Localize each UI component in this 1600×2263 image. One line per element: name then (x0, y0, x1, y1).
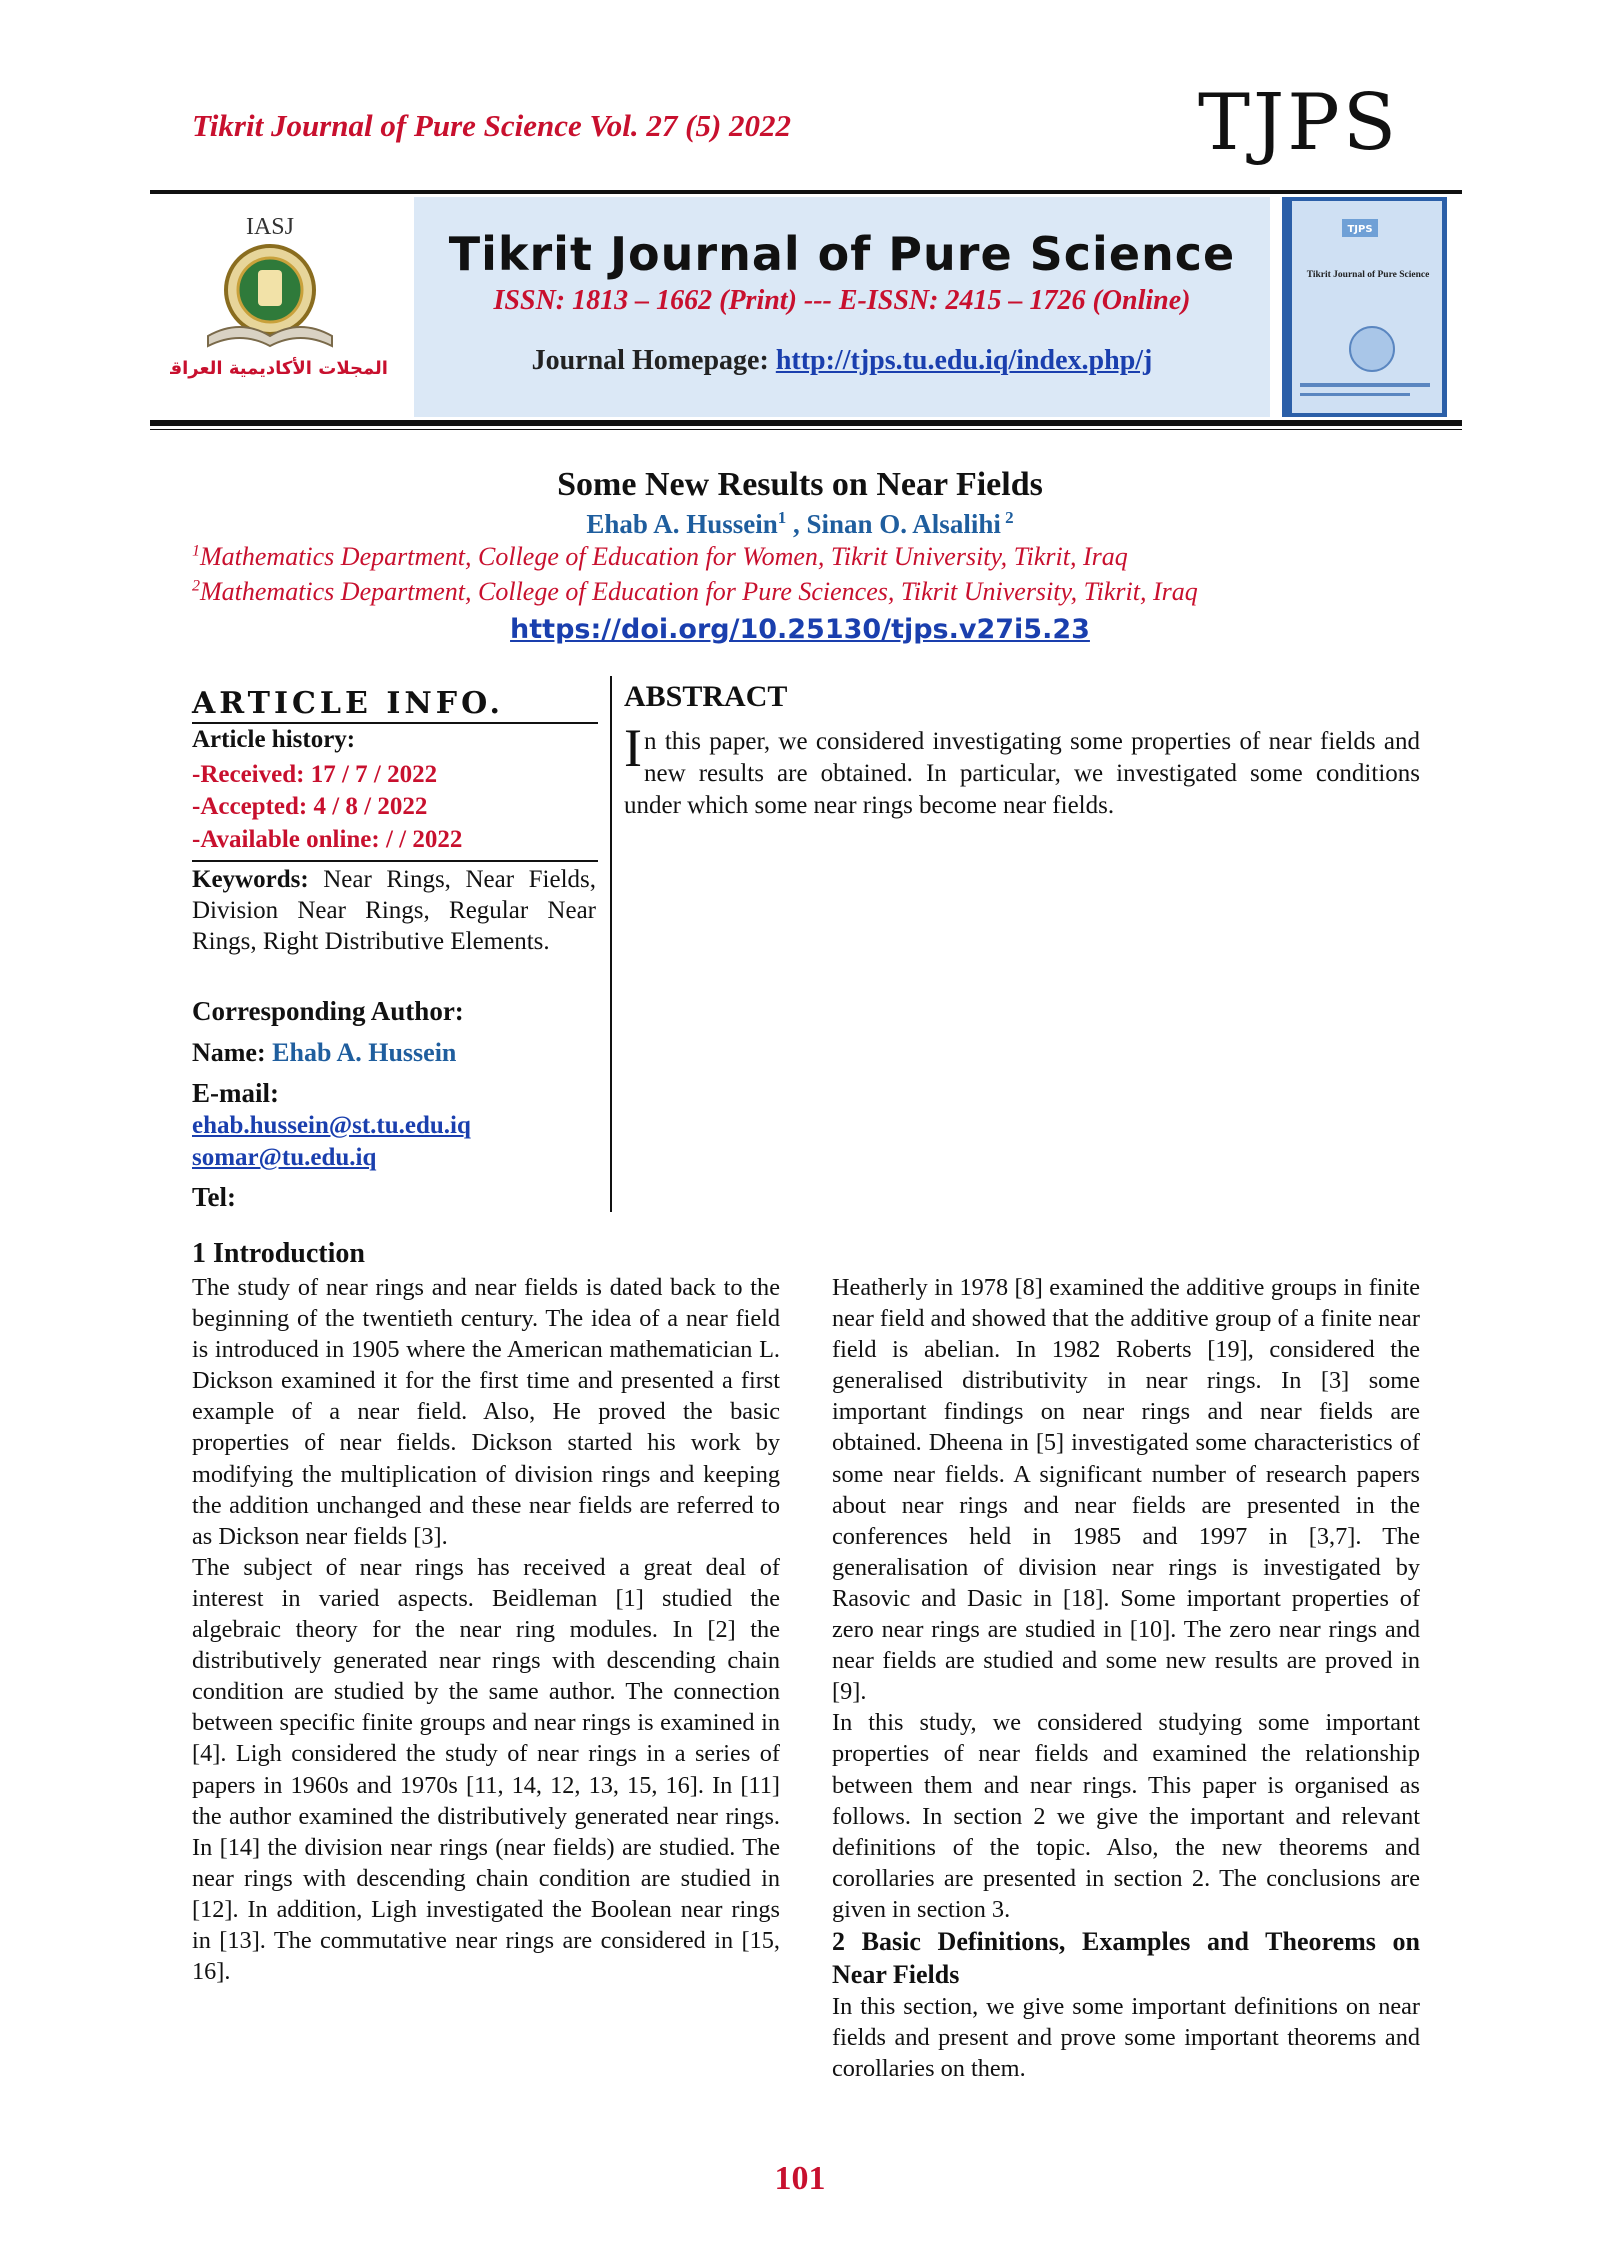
author-1-affil-mark: 1 (777, 508, 787, 527)
article-info-rule-top (192, 722, 598, 724)
email-link-2 (192, 1144, 376, 1172)
intro-paragraph-3: Heatherly in 1978 [8] examined the additive groups in finite near field and showed that the additive group of a finite near field is abelian. In 1982 Roberts [19], considered the generalised distributivity in near rings. In [3] some important findings on near rings and near fields are obtained. Dheena in [5] investigated some characteristics of some near fields. A significant number of research papers about near rings and near fields are presented in the conferences held in 1985 and 1997 in [3,7]. The generalisation of division near rings is investigated by Rasovic and Dasic in [18]. Some important properties of zero near rings are studied in [10]. The zero near rings and near fields are studied and some new results are proved in [9]. (832, 1274, 1420, 1706)
cover-badge-text: TJPS (1347, 224, 1373, 235)
homepage-link[interactable]: http://tjps.tu.edu.iq/index.php/j (775, 345, 1153, 376)
author-2: Sinan O. Alsalihi (806, 509, 1001, 539)
name-value: Ehab A. Hussein (272, 1038, 457, 1067)
paper-title: Some New Results on Near Fields (557, 466, 1043, 503)
email-2[interactable]: somar@tu.edu.iq (192, 1144, 377, 1171)
article-info-heading: ARTICLE INFO. (192, 686, 504, 721)
right-column (832, 1272, 1420, 2084)
intro-paragraph-4: In this study, we considered studying some important properties of near fields and examined the relationship between them and near rings. This paper is organised as follows. In section 2 we give the important and relevant definitions of the topic. Also, the new theorems and corollaries are presented in section 2. The conclusions are given in section 3. (832, 1709, 1420, 1923)
corresponding-author-name (192, 1038, 456, 1068)
section-2-heading: 2 Basic Definitions, Examples and Theorems on Near Fields (832, 1926, 1420, 1989)
corresponding-author-label: Corresponding Author: (192, 996, 464, 1026)
article-info-rule-bottom (192, 860, 598, 862)
info-abstract-divider (610, 676, 612, 1212)
name-label: Name: (192, 1038, 273, 1067)
banner-bottom-rule (150, 420, 1462, 426)
page-number: 101 (774, 2160, 826, 2197)
journal-mark: TJPS (1198, 78, 1400, 168)
author-separator: , (786, 509, 807, 539)
iasj-logo-arabic-text: المجلات الأكاديمية العراقية (170, 358, 388, 379)
banner-top-rule (150, 190, 1462, 194)
keywords (192, 864, 596, 957)
email-label: E-mail: (192, 1078, 279, 1108)
journal-cover-icon (1282, 197, 1447, 417)
journal-issn: ISSN: 1813 – 1662 (Print) --- E-ISSN: 2415 – 1726 (Online) (493, 285, 1191, 316)
affiliation-1-text: Mathematics Department, College of Education for Women, Tikrit University, Tikrit, Iraq (200, 542, 1128, 571)
banner-title-panel (414, 197, 1270, 417)
intro-paragraph-2: The subject of near rings has received a great deal of interest in varied aspects. Beidleman [1] studied the algebraic theory for the near ring modules. In [2] the distributively generated near rings with descending chain condition are studied by the same author. The connection between specific finite groups and near rings is examined in [4]. Ligh considered the study of near rings in a series of papers in 1960s and 1970s [11, 14, 12, 13, 15, 16]. In [11] the author examined the distributively generated near rings. In [14] the division near rings (near fields) are studied. The near rings with descending chain condition are studied in [12]. In addition, Ligh investigated the Boolean near rings in [13]. The commutative near rings are considered in [15, 16]. (192, 1553, 780, 1986)
abstract-heading: ABSTRACT (624, 680, 788, 713)
introduction-heading: 1 Introduction (192, 1238, 365, 1269)
doi-link[interactable]: https://doi.org/10.25130/tjps.v27i5.23 (510, 614, 1090, 645)
affiliation-1 (192, 542, 1128, 572)
intro-paragraph-1: The study of near rings and near fields is dated back to the beginning of the twentieth century. The idea of a near field is introduced in 1905 where the American mathematician L. Dickson examined it for the first time and presented a first example of a near field. Also, He proved the basic properties of near fields. Dickson started his work by modifying the multiplication of division rings and keeping the addition unchanged and these near fields are referred to as Dickson near fields [3]. (192, 1274, 780, 1550)
homepage-label: Journal Homepage: (531, 345, 776, 376)
journal-name: Tikrit Journal of Pure Science (448, 227, 1236, 281)
iasj-logo-top-text: IASJ (245, 214, 295, 240)
received-date: -Received: 17 / 7 / 2022 (192, 761, 438, 788)
abstract-dropcap: I (624, 718, 642, 778)
article-history-label: Article history: (192, 726, 356, 753)
author-1: Ehab A. Hussein (586, 509, 778, 539)
author-line (0, 508, 1600, 540)
email-1[interactable]: ehab.hussein@st.tu.edu.iq (192, 1112, 471, 1139)
accepted-date: -Accepted: 4 / 8 / 2022 (192, 793, 428, 820)
running-head: Tikrit Journal of Pure Science Vol. 27 (5) 2022 (192, 108, 792, 143)
affiliation-2 (192, 577, 1198, 607)
available-online-date: -Available online: / / 2022 (192, 826, 463, 853)
journal-homepage (414, 345, 1270, 377)
keywords-text: Near Rings, Near Fields, Division Near Rings, Regular Near Rings, Right Distributive Elements. (192, 866, 596, 955)
doi (0, 614, 1600, 645)
affiliation-2-mark: 2 (192, 577, 200, 595)
iasj-logo-icon (170, 212, 410, 387)
abstract-body (624, 718, 1420, 822)
banner-bottom-thin-rule (150, 429, 1462, 430)
left-column (192, 1272, 780, 1987)
cover-title-text: Tikrit Journal of Pure Science (1306, 270, 1430, 280)
section-2-paragraph: In this section, we give some important definitions on near fields and present and prove some important theorems and corollaries on them. (832, 1992, 1420, 2083)
affiliation-2-text: Mathematics Department, College of Education for Pure Sciences, Tikrit University, Tikrit, Iraq (200, 577, 1198, 606)
keywords-label: Keywords: (192, 866, 309, 893)
email-link-1 (192, 1112, 471, 1140)
author-2-affil-mark: 2 (1000, 508, 1014, 527)
abstract-text: n this paper, we considered investigating some properties of near fields and new results are obtained. In particular, we investigated some conditions under which some near rings become near fields. (624, 728, 1420, 819)
tel-label: Tel: (192, 1182, 237, 1212)
affiliation-1-mark: 1 (192, 542, 200, 560)
